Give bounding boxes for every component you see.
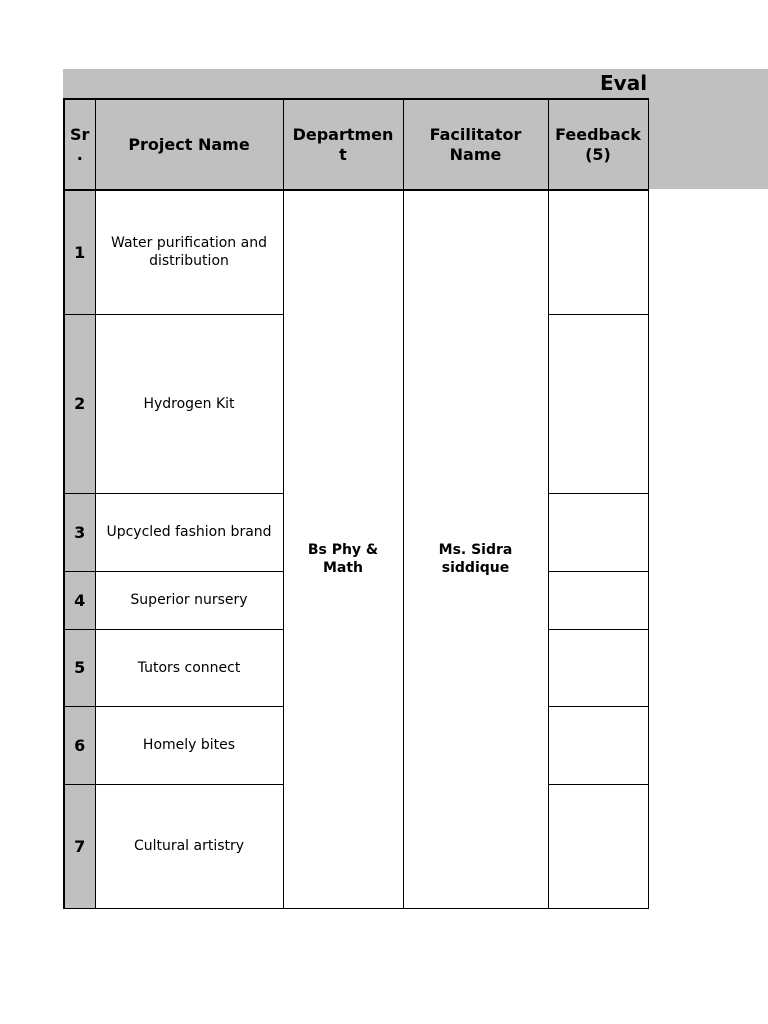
row-sr: 1 xyxy=(64,190,95,314)
department-cell: Bs Phy & Math xyxy=(283,190,403,908)
evaluation-table xyxy=(63,98,647,909)
row-project-name: Superior nursery xyxy=(95,571,283,629)
row-project-name: Water purification and distribution xyxy=(95,190,283,314)
row-project-name: Homely bites xyxy=(95,706,283,784)
header-facilitator-name: Facilitator Name xyxy=(403,99,548,190)
header-sr: Sr . xyxy=(64,99,95,190)
feedback-cell[interactable] xyxy=(548,784,648,908)
row-project-name: Upcycled fashion brand xyxy=(95,493,283,571)
facilitator-cell: Ms. Sidra siddique xyxy=(403,190,548,908)
feedback-cell[interactable] xyxy=(548,314,648,493)
header-department: Departmen t xyxy=(283,99,403,190)
row-project-name: Tutors connect xyxy=(95,629,283,706)
header-row xyxy=(64,99,648,190)
row-sr: 7 xyxy=(64,784,95,908)
title-band xyxy=(63,69,768,98)
feedback-cell[interactable] xyxy=(548,706,648,784)
feedback-cell[interactable] xyxy=(548,571,648,629)
feedback-cell[interactable] xyxy=(548,190,648,314)
header-feedback: Feedback (5) xyxy=(548,99,648,190)
feedback-cell[interactable] xyxy=(548,493,648,571)
row-project-name: Cultural artistry xyxy=(95,784,283,908)
row-sr: 3 xyxy=(64,493,95,571)
row-sr: 6 xyxy=(64,706,95,784)
table-row xyxy=(64,190,648,314)
feedback-cell[interactable] xyxy=(548,629,648,706)
header-extension xyxy=(647,98,768,189)
row-sr: 4 xyxy=(64,571,95,629)
row-project-name: Hydrogen Kit xyxy=(95,314,283,493)
row-sr: 5 xyxy=(64,629,95,706)
sheet-title: Eval xyxy=(600,71,648,95)
header-project-name: Project Name xyxy=(95,99,283,190)
row-sr: 2 xyxy=(64,314,95,493)
